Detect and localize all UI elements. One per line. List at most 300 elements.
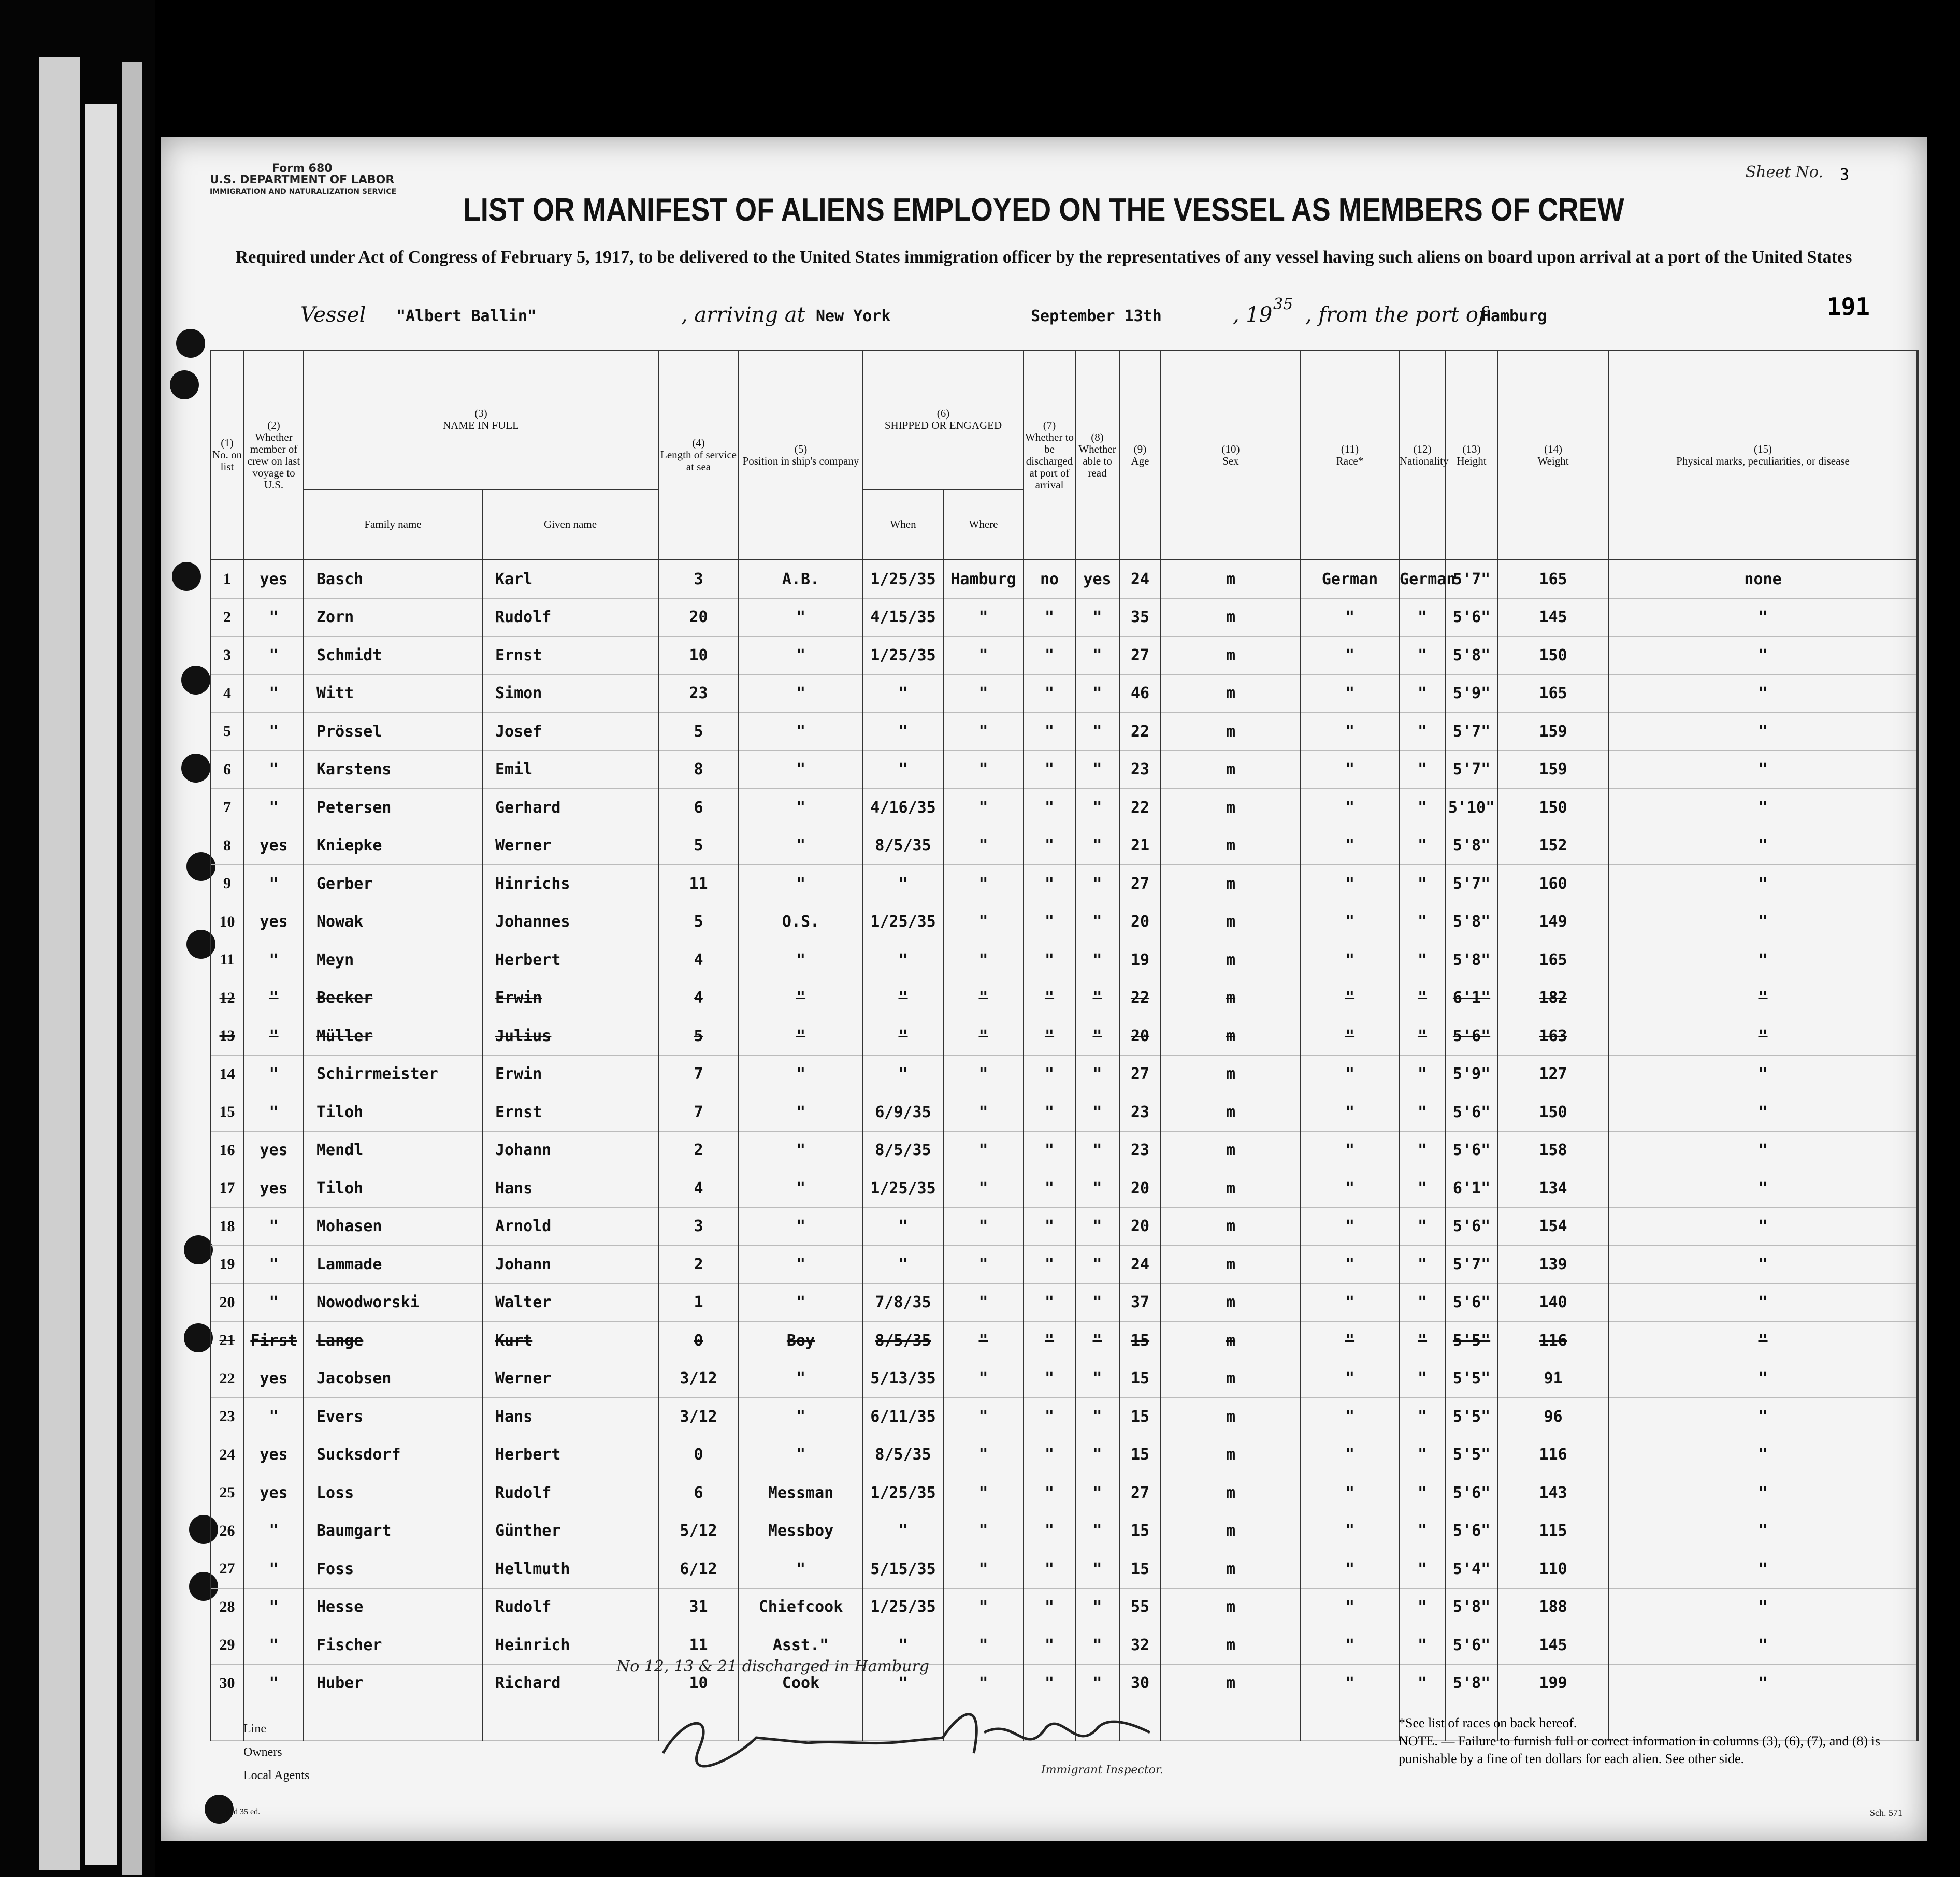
row-number-cell: 14 xyxy=(210,1055,244,1093)
row-number-cell: 20 xyxy=(210,1283,244,1322)
nationality-cell: " xyxy=(1399,674,1446,713)
to-be-discharged-cell: " xyxy=(1024,1664,1075,1702)
last-voyage-cell: " xyxy=(244,1664,304,1702)
sex-cell: m xyxy=(1161,1246,1301,1284)
weight-cell: 165 xyxy=(1497,674,1609,713)
able-to-read-cell: " xyxy=(1075,1626,1119,1665)
vessel-name: "Albert Ballin" xyxy=(396,307,537,325)
weight-cell: 91 xyxy=(1497,1360,1609,1398)
position-cell: " xyxy=(739,1207,863,1246)
sex-cell: m xyxy=(1161,713,1301,751)
shipped-where-cell: " xyxy=(943,1207,1024,1246)
last-voyage-cell: " xyxy=(244,1398,304,1436)
shipped-where-cell: Hamburg xyxy=(943,560,1024,598)
race-cell: " xyxy=(1301,1588,1399,1626)
sex-cell: m xyxy=(1161,1131,1301,1169)
shipped-where-cell: " xyxy=(943,903,1024,941)
age-cell: 15 xyxy=(1119,1436,1161,1474)
length-service-cell: 11 xyxy=(658,1626,739,1665)
to-be-discharged-cell: " xyxy=(1024,941,1075,979)
physical-marks-cell: " xyxy=(1609,1474,1917,1512)
shipped-where-cell: " xyxy=(943,674,1024,713)
inspector-action-cell xyxy=(1918,637,1919,675)
race-cell: " xyxy=(1301,1055,1399,1093)
inspector-action-cell xyxy=(1918,1283,1919,1322)
family-name-cell: Mohasen xyxy=(304,1207,482,1246)
length-service-cell: 6 xyxy=(658,789,739,827)
table-row xyxy=(210,1474,1919,1512)
nationality-cell: " xyxy=(1399,789,1446,827)
table-row xyxy=(210,1017,1919,1056)
row-number-cell: 27 xyxy=(210,1550,244,1589)
to-be-discharged-cell: " xyxy=(1024,979,1075,1017)
sex-cell: m xyxy=(1161,789,1301,827)
able-to-read-cell: " xyxy=(1075,1360,1119,1398)
punch-hole xyxy=(176,329,205,358)
given-name-cell: Kurt xyxy=(482,1322,658,1360)
weight-cell: 149 xyxy=(1497,903,1609,941)
physical-marks-cell: " xyxy=(1609,941,1917,979)
shipped-where-cell: " xyxy=(943,1436,1024,1474)
header-when: When xyxy=(863,489,943,560)
given-name-cell: Rudolf xyxy=(482,1588,658,1626)
position-cell: " xyxy=(739,1550,863,1589)
inspector-action-cell xyxy=(1918,1436,1919,1474)
table-row xyxy=(210,865,1919,903)
age-cell: 27 xyxy=(1119,865,1161,903)
physical-marks-cell: " xyxy=(1609,1055,1917,1093)
weight-cell: 150 xyxy=(1497,789,1609,827)
from-port: Hamburg xyxy=(1481,307,1547,325)
physical-marks-cell: " xyxy=(1609,750,1917,789)
length-service-cell: 4 xyxy=(658,1169,739,1208)
age-cell: 23 xyxy=(1119,1131,1161,1169)
weight-cell: 160 xyxy=(1497,865,1609,903)
able-to-read-cell: " xyxy=(1075,1322,1119,1360)
header-name-in-full: (3) NAME IN FULL xyxy=(304,350,658,489)
nationality-cell: " xyxy=(1399,1169,1446,1208)
shipped-when-cell: 1/25/35 xyxy=(863,560,943,598)
race-cell: " xyxy=(1301,1246,1399,1284)
shipped-where-cell: " xyxy=(943,979,1024,1017)
last-voyage-cell: " xyxy=(244,750,304,789)
arrival-date: September 13th xyxy=(1031,307,1162,325)
able-to-read-cell: yes xyxy=(1075,560,1119,598)
given-name-cell: Heinrich xyxy=(482,1626,658,1665)
inspector-action-cell xyxy=(1918,1512,1919,1550)
height-cell: 5'6" xyxy=(1446,1283,1497,1322)
last-voyage-cell: yes xyxy=(244,903,304,941)
header-family-name: Family name xyxy=(304,489,482,560)
weight-cell: 139 xyxy=(1497,1246,1609,1284)
race-cell: " xyxy=(1301,941,1399,979)
age-cell: 21 xyxy=(1119,827,1161,865)
sex-cell: m xyxy=(1161,1093,1301,1132)
shipped-where-cell: " xyxy=(943,1169,1024,1208)
given-name-cell: Julius xyxy=(482,1017,658,1056)
race-cell: " xyxy=(1301,1322,1399,1360)
race-cell: German xyxy=(1301,560,1399,598)
last-voyage-cell: First xyxy=(244,1322,304,1360)
race-cell: " xyxy=(1301,674,1399,713)
weight-cell: 134 xyxy=(1497,1169,1609,1208)
last-voyage-cell: yes xyxy=(244,560,304,598)
nationality-cell: " xyxy=(1399,1322,1446,1360)
length-service-cell: 23 xyxy=(658,674,739,713)
physical-marks-cell: " xyxy=(1609,1588,1917,1626)
physical-marks-cell: " xyxy=(1609,1512,1917,1550)
sex-cell: m xyxy=(1161,1360,1301,1398)
last-voyage-cell: " xyxy=(244,1550,304,1589)
race-cell: " xyxy=(1301,1131,1399,1169)
weight-cell: 145 xyxy=(1497,598,1609,637)
punch-hole xyxy=(181,666,210,695)
signature-scribble xyxy=(653,1696,1171,1774)
weight-cell: 150 xyxy=(1497,1093,1609,1132)
physical-marks-cell: " xyxy=(1609,598,1917,637)
to-be-discharged-cell: " xyxy=(1024,1283,1075,1322)
table-row xyxy=(210,1283,1919,1322)
inspector-action-cell xyxy=(1918,1131,1919,1169)
note-label: NOTE. xyxy=(1399,1734,1438,1749)
form-number: Form 680 xyxy=(272,162,333,175)
able-to-read-cell: " xyxy=(1075,1283,1119,1322)
row-number-cell: 17 xyxy=(210,1169,244,1208)
family-name-cell: Sucksdorf xyxy=(304,1436,482,1474)
to-be-discharged-cell: " xyxy=(1024,637,1075,675)
family-name-cell: Tiloh xyxy=(304,1093,482,1132)
age-cell: 55 xyxy=(1119,1588,1161,1626)
department: U.S. DEPARTMENT OF LABOR xyxy=(210,174,395,186)
to-be-discharged-cell: " xyxy=(1024,1207,1075,1246)
age-cell: 27 xyxy=(1119,1055,1161,1093)
family-name-cell: Foss xyxy=(304,1550,482,1589)
position-cell: Asst." xyxy=(739,1626,863,1665)
shipped-when-cell: 8/5/35 xyxy=(863,1322,943,1360)
able-to-read-cell: " xyxy=(1075,1512,1119,1550)
race-cell: " xyxy=(1301,1664,1399,1702)
header-nationality: (12) Nationality xyxy=(1399,350,1446,560)
row-number-cell: 25 xyxy=(210,1474,244,1512)
age-cell: 27 xyxy=(1119,637,1161,675)
weight-cell: 182 xyxy=(1497,979,1609,1017)
to-be-discharged-cell: " xyxy=(1024,827,1075,865)
nationality-cell: " xyxy=(1399,598,1446,637)
family-name-cell: Becker xyxy=(304,979,482,1017)
last-voyage-cell: " xyxy=(244,1017,304,1056)
physical-marks-cell: " xyxy=(1609,1207,1917,1246)
height-cell: 5'6" xyxy=(1446,598,1497,637)
inspector-action-cell xyxy=(1918,1055,1919,1093)
weight-cell: 140 xyxy=(1497,1283,1609,1322)
arriving-port: New York xyxy=(816,307,891,325)
able-to-read-cell: " xyxy=(1075,1474,1119,1512)
header-no: (1) No. on list xyxy=(210,350,244,560)
family-name-cell: Schirrmeister xyxy=(304,1055,482,1093)
last-voyage-cell: yes xyxy=(244,827,304,865)
physical-marks-cell: " xyxy=(1609,979,1917,1017)
age-cell: 32 xyxy=(1119,1626,1161,1665)
shipped-where-cell: " xyxy=(943,713,1024,751)
length-service-cell: 3 xyxy=(658,560,739,598)
race-cell: " xyxy=(1301,865,1399,903)
to-be-discharged-cell: " xyxy=(1024,1055,1075,1093)
inspector-action-cell xyxy=(1918,713,1919,751)
height-cell: 5'7" xyxy=(1446,865,1497,903)
weight-cell: 96 xyxy=(1497,1398,1609,1436)
row-number-cell: 11 xyxy=(210,941,244,979)
family-name-cell: Loss xyxy=(304,1474,482,1512)
punch-hole xyxy=(172,562,201,591)
family-name-cell: Nowodworski xyxy=(304,1283,482,1322)
length-service-cell: 2 xyxy=(658,1246,739,1284)
sex-cell: m xyxy=(1161,1436,1301,1474)
races-footnote: *See list of races on back hereof. xyxy=(1399,1715,1577,1730)
to-be-discharged-cell: " xyxy=(1024,789,1075,827)
to-be-discharged-cell: " xyxy=(1024,1131,1075,1169)
sex-cell: m xyxy=(1161,1169,1301,1208)
inspector-action-cell xyxy=(1918,674,1919,713)
height-cell: 6'1" xyxy=(1446,979,1497,1017)
shipped-where-cell: " xyxy=(943,941,1024,979)
sex-cell: m xyxy=(1161,1512,1301,1550)
able-to-read-cell: " xyxy=(1075,713,1119,751)
nationality-cell: " xyxy=(1399,941,1446,979)
position-cell: A.B. xyxy=(739,560,863,598)
weight-cell: 127 xyxy=(1497,1055,1609,1093)
inspector-action-cell xyxy=(1918,1322,1919,1360)
row-number-cell: 29 xyxy=(210,1626,244,1665)
arrival-year: 35 xyxy=(1273,295,1293,313)
table-row xyxy=(210,1550,1919,1589)
nationality-cell: " xyxy=(1399,1246,1446,1284)
sex-cell: m xyxy=(1161,1283,1301,1322)
inspector-action-cell xyxy=(1918,1626,1919,1665)
length-service-cell: 5 xyxy=(658,827,739,865)
shipped-when-cell: 4/16/35 xyxy=(863,789,943,827)
shipped-when-cell: 5/13/35 xyxy=(863,1360,943,1398)
sex-cell: m xyxy=(1161,1398,1301,1436)
nationality-cell: " xyxy=(1399,750,1446,789)
able-to-read-cell: " xyxy=(1075,903,1119,941)
sex-cell: m xyxy=(1161,903,1301,941)
physical-marks-cell: " xyxy=(1609,1398,1917,1436)
weight-cell: 199 xyxy=(1497,1664,1609,1702)
given-name-cell: Karl xyxy=(482,560,658,598)
able-to-read-cell: " xyxy=(1075,1017,1119,1056)
nationality-cell: " xyxy=(1399,1360,1446,1398)
shipped-when-cell: " xyxy=(863,1664,943,1702)
sex-cell: m xyxy=(1161,560,1301,598)
physical-marks-cell: " xyxy=(1609,903,1917,941)
row-number-cell: 2 xyxy=(210,598,244,637)
sex-cell: m xyxy=(1161,1207,1301,1246)
note-text: — Failure to furnish full or correct information in columns (3), (6), (7), and (8) is punishable by a fine of ten dollars for each alien. See other side. xyxy=(1399,1734,1881,1766)
sex-cell: m xyxy=(1161,1055,1301,1093)
length-service-cell: 10 xyxy=(658,637,739,675)
physical-marks-cell: " xyxy=(1609,1246,1917,1284)
row-number-cell: 1 xyxy=(210,560,244,598)
sex-cell: m xyxy=(1161,1664,1301,1702)
binder-strip xyxy=(122,62,142,1875)
row-number-cell: 3 xyxy=(210,637,244,675)
race-cell: " xyxy=(1301,789,1399,827)
header-able-read: (8) Whether able to read xyxy=(1075,350,1119,560)
last-voyage-cell: " xyxy=(244,1093,304,1132)
punch-hole xyxy=(181,754,210,783)
sex-cell: m xyxy=(1161,941,1301,979)
height-cell: 5'6" xyxy=(1446,1512,1497,1550)
race-cell: " xyxy=(1301,979,1399,1017)
family-name-cell: Gerber xyxy=(304,865,482,903)
height-cell: 5'5" xyxy=(1446,1322,1497,1360)
family-name-cell: Nowak xyxy=(304,903,482,941)
weight-cell: 152 xyxy=(1497,827,1609,865)
table-row xyxy=(210,903,1919,941)
family-name-cell: Tiloh xyxy=(304,1169,482,1208)
shipped-where-cell: " xyxy=(943,1131,1024,1169)
row-number-cell: 15 xyxy=(210,1093,244,1132)
nationality-cell: " xyxy=(1399,1512,1446,1550)
shipped-where-cell: " xyxy=(943,1246,1024,1284)
row-number-cell: 12 xyxy=(210,979,244,1017)
height-cell: 5'6" xyxy=(1446,1207,1497,1246)
handwritten-note: No 12, 13 & 21 discharged in Hamburg xyxy=(616,1657,930,1676)
length-service-cell: 20 xyxy=(658,598,739,637)
physical-marks-cell: " xyxy=(1609,1131,1917,1169)
height-cell: 5'10" xyxy=(1446,789,1497,827)
row-number-cell: 19 xyxy=(210,1246,244,1284)
height-cell: 5'8" xyxy=(1446,903,1497,941)
sex-cell: m xyxy=(1161,598,1301,637)
position-cell: " xyxy=(739,941,863,979)
last-voyage-cell: " xyxy=(244,865,304,903)
vessel-label: Vessel xyxy=(300,303,366,327)
shipped-when-cell: 8/5/35 xyxy=(863,1131,943,1169)
given-name-cell: Hans xyxy=(482,1398,658,1436)
family-name-cell: Lammade xyxy=(304,1246,482,1284)
table-row xyxy=(210,1436,1919,1474)
table-row xyxy=(210,1093,1919,1132)
position-cell: " xyxy=(739,750,863,789)
age-cell: 23 xyxy=(1119,1093,1161,1132)
inspector-action-cell xyxy=(1918,560,1919,598)
height-cell: 5'6" xyxy=(1446,1093,1497,1132)
sex-cell: m xyxy=(1161,865,1301,903)
position-cell: " xyxy=(739,1246,863,1284)
inspector-action-cell xyxy=(1918,750,1919,789)
given-name-cell: Emil xyxy=(482,750,658,789)
to-be-discharged-cell: " xyxy=(1024,713,1075,751)
able-to-read-cell: " xyxy=(1075,1207,1119,1246)
row-number-cell: 30 xyxy=(210,1664,244,1702)
nationality-cell: " xyxy=(1399,1664,1446,1702)
last-voyage-cell: " xyxy=(244,637,304,675)
family-name-cell: Zorn xyxy=(304,598,482,637)
shipped-when-cell: " xyxy=(863,1246,943,1284)
nationality-cell: " xyxy=(1399,903,1446,941)
last-voyage-cell: " xyxy=(244,1283,304,1322)
last-voyage-cell: " xyxy=(244,598,304,637)
position-cell: " xyxy=(739,979,863,1017)
age-cell: 15 xyxy=(1119,1398,1161,1436)
inspector-action-cell xyxy=(1918,1093,1919,1132)
height-cell: 5'6" xyxy=(1446,1017,1497,1056)
position-cell: " xyxy=(739,637,863,675)
page-subtitle: Required under Act of Congress of February 5, 1917, to be delivered to the United States immigration officer by the representatives of any vessel having such aliens on board upon arrival at a port of the United States xyxy=(235,248,1852,267)
race-cell: " xyxy=(1301,713,1399,751)
shipped-when-cell: 1/25/35 xyxy=(863,637,943,675)
family-name-cell: Huber xyxy=(304,1664,482,1702)
header-race: (11) Race* xyxy=(1301,350,1399,560)
height-cell: 5'8" xyxy=(1446,941,1497,979)
sex-cell: m xyxy=(1161,1626,1301,1665)
last-voyage-cell: " xyxy=(244,1246,304,1284)
position-cell: " xyxy=(739,1283,863,1322)
age-cell: 19 xyxy=(1119,941,1161,979)
table-row xyxy=(210,674,1919,713)
physical-marks-cell: " xyxy=(1609,789,1917,827)
table-row xyxy=(210,1626,1919,1665)
row-number-cell: 10 xyxy=(210,903,244,941)
height-cell: 5'6" xyxy=(1446,1474,1497,1512)
race-cell: " xyxy=(1301,1017,1399,1056)
service-name: IMMIGRATION AND NATURALIZATION SERVICE xyxy=(210,187,397,196)
header-height: (13) Height xyxy=(1446,350,1497,560)
row-number-cell: 16 xyxy=(210,1131,244,1169)
family-name-cell: Müller xyxy=(304,1017,482,1056)
to-be-discharged-cell: " xyxy=(1024,1093,1075,1132)
able-to-read-cell: " xyxy=(1075,941,1119,979)
able-to-read-cell: " xyxy=(1075,674,1119,713)
nationality-cell: " xyxy=(1399,827,1446,865)
given-name-cell: Rudolf xyxy=(482,1474,658,1512)
nationality-cell: " xyxy=(1399,865,1446,903)
inspector-action-cell xyxy=(1918,827,1919,865)
nationality-cell: " xyxy=(1399,1398,1446,1436)
weight-cell: 159 xyxy=(1497,750,1609,789)
to-be-discharged-cell: " xyxy=(1024,1550,1075,1589)
weight-cell: 163 xyxy=(1497,1017,1609,1056)
header-physical-marks: (15) Physical marks, peculiarities, or disease xyxy=(1609,350,1917,560)
length-service-cell: 6/12 xyxy=(658,1550,739,1589)
age-cell: 20 xyxy=(1119,1017,1161,1056)
punch-hole xyxy=(184,1235,213,1264)
shipped-where-cell: " xyxy=(943,1550,1024,1589)
sex-cell: m xyxy=(1161,637,1301,675)
shipped-when-cell: 6/9/35 xyxy=(863,1093,943,1132)
row-number-cell: 13 xyxy=(210,1017,244,1056)
inspector-action-cell xyxy=(1918,979,1919,1017)
race-cell: " xyxy=(1301,1283,1399,1322)
row-number-cell: 21 xyxy=(210,1322,244,1360)
shipped-when-cell: " xyxy=(863,674,943,713)
length-service-cell: 3 xyxy=(658,1207,739,1246)
last-voyage-cell: " xyxy=(244,674,304,713)
age-cell: 30 xyxy=(1119,1664,1161,1702)
age-cell: 15 xyxy=(1119,1512,1161,1550)
race-cell: " xyxy=(1301,1474,1399,1512)
weight-cell: 116 xyxy=(1497,1322,1609,1360)
age-cell: 20 xyxy=(1119,1207,1161,1246)
given-name-cell: Erwin xyxy=(482,1055,658,1093)
weight-cell: 143 xyxy=(1497,1474,1609,1512)
last-voyage-cell: yes xyxy=(244,1169,304,1208)
row-number-cell: 24 xyxy=(210,1436,244,1474)
row-number-cell: 7 xyxy=(210,789,244,827)
shipped-where-cell: " xyxy=(943,1322,1024,1360)
given-name-cell: Johannes xyxy=(482,903,658,941)
